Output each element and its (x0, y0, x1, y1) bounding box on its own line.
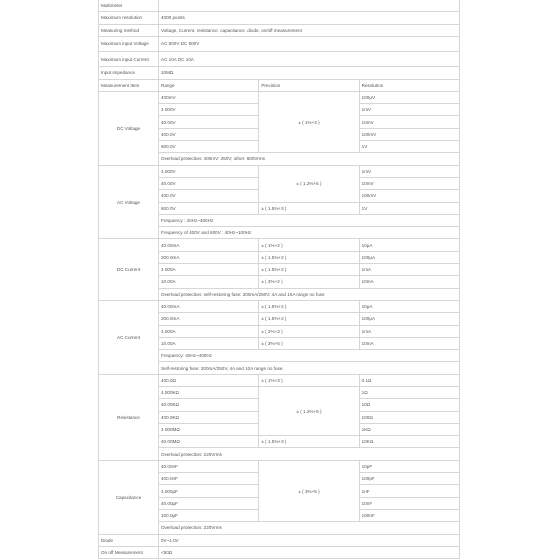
range-cell: 400.0Ω (159, 374, 259, 386)
precision-cell: ± ( 1.5%+2 ) (259, 300, 359, 312)
precision-cell: ± ( 1.5%+3 ) (259, 202, 359, 214)
spec-value (159, 0, 460, 12)
spec-label: Multimeter (99, 0, 159, 12)
spec-row (99, 12, 460, 24)
header-item: Measurement Item (99, 79, 159, 91)
note-cell: Overload protection: 220Vrms (159, 448, 460, 460)
range-cell: 4.000A (159, 264, 259, 276)
resolution-cell: 1mA (359, 264, 459, 276)
range-cell: 400.0V (159, 190, 259, 202)
header-row (99, 79, 460, 91)
measurement-item-label: Resistance (99, 374, 159, 460)
resolution-cell: 100Ω (359, 411, 459, 423)
measurement-row (99, 91, 460, 103)
range-cell: 40.00nF (159, 460, 259, 472)
spec-value: <50Ω (159, 546, 460, 558)
resolution-cell: 1mV (359, 104, 459, 116)
range-cell: 4.000A (159, 325, 259, 337)
precision-cell: ± ( 2%+3 ) (259, 325, 359, 337)
resolution-cell: 1V (359, 141, 459, 153)
resolution-cell: 10mV (359, 116, 459, 128)
note-cell: Self-restoring fuse: 200mA/250V, 4A and 10A range no fuse. (159, 362, 460, 374)
range-cell: 40.00V (159, 177, 259, 189)
resolution-cell: 10Ω (359, 399, 459, 411)
resolution-cell: 100μV (359, 91, 459, 103)
range-cell: 10.00A (159, 276, 259, 288)
spec-table (98, 0, 460, 559)
spec-label: On off Measurement (99, 546, 159, 558)
range-cell: 40.00MΩ (159, 436, 259, 448)
note-cell: Overload protection: 400mV: 250V; other: 600Vrms (159, 153, 460, 165)
precision-cell: ± ( 1.5%+3 ) (259, 436, 359, 448)
spec-row (99, 546, 460, 558)
resolution-cell: 1Ω (359, 386, 459, 398)
precision-cell: ± ( 1%+3 ) (259, 374, 359, 386)
resolution-cell: 100μA (359, 251, 459, 263)
precision-cell: ± ( 1.2%+5 ) (259, 165, 359, 202)
range-cell: 40.00mA (159, 300, 259, 312)
range-cell: 4.000V (159, 165, 259, 177)
resolution-cell: 10KΩ (359, 436, 459, 448)
measurement-row (99, 165, 460, 177)
spec-row (99, 67, 460, 79)
spec-value: Voltage, Current, resistance, capacitance, diode, on/off measurement (159, 24, 460, 36)
measurement-row (99, 300, 460, 312)
measurement-item-label: DC Voltage (99, 91, 159, 165)
range-cell: 400.0KΩ (159, 411, 259, 423)
precision-cell: ± ( 1%+2 ) (259, 239, 359, 251)
range-cell: 4.000μF (159, 485, 259, 497)
measurement-item-label: Capacitance (99, 460, 159, 534)
resolution-cell: 1KΩ (359, 423, 459, 435)
range-cell: 4.000V (159, 104, 259, 116)
note-cell: Frequency : 40Hz~400Hz (159, 214, 460, 226)
range-cell: 400mV (159, 91, 259, 103)
spec-value: 4000 points (159, 12, 460, 24)
resolution-cell: 100pF (359, 473, 459, 485)
spec-value: 10MΩ (159, 67, 460, 79)
range-cell: 10.00A (159, 337, 259, 349)
range-cell: 400.0V (159, 128, 259, 140)
spec-value: AC 10A DC 10A (159, 52, 460, 67)
range-cell: 40.00μF (159, 497, 259, 509)
resolution-cell: 10mV (359, 177, 459, 189)
resolution-cell: 10nF (359, 497, 459, 509)
resolution-cell: 1V (359, 202, 459, 214)
precision-cell: ± ( 1%+3 ) (259, 91, 359, 152)
spec-label: Measuring method (99, 24, 159, 36)
range-cell: 40.00V (159, 116, 259, 128)
spec-label: Maximum resolution (99, 12, 159, 24)
spec-row (99, 24, 460, 36)
range-cell: 200.0mA (159, 313, 259, 325)
spec-value: 0V~1.0V (159, 534, 460, 546)
note-cell: Overload protection: self-restoring fuse: 200mA/250V; 4A and 10A range no fuse (159, 288, 460, 300)
range-cell: 40.00mA (159, 239, 259, 251)
range-cell: 400.0nF (159, 473, 259, 485)
resolution-cell: 100μA (359, 313, 459, 325)
spec-value: AC 600V DC 600V (159, 36, 460, 51)
range-cell: 4.000MΩ (159, 423, 259, 435)
resolution-cell: 100nF (359, 509, 459, 521)
resolution-cell: 10mA (359, 337, 459, 349)
header-resolution: Resolution (359, 79, 459, 91)
range-cell: 600.0V (159, 202, 259, 214)
resolution-cell: 10pF (359, 460, 459, 472)
range-cell: 600.0V (159, 141, 259, 153)
resolution-cell: 10μA (359, 239, 459, 251)
resolution-cell: 10mA (359, 276, 459, 288)
resolution-cell: 10μA (359, 300, 459, 312)
precision-cell: ± ( 1.5%+2 ) (259, 251, 359, 263)
spec-row (99, 36, 460, 51)
resolution-cell: 1mA (359, 325, 459, 337)
resolution-cell: 1nF (359, 485, 459, 497)
range-cell: 40.00KΩ (159, 399, 259, 411)
spec-row (99, 0, 460, 12)
precision-cell: ± ( 3%+5 ) (259, 460, 359, 521)
spec-label: Maximum input Current (99, 52, 159, 67)
precision-cell: ± ( 1.5%+2 ) (259, 313, 359, 325)
measurement-row (99, 239, 460, 251)
precision-cell: ± ( 3%+5 ) (259, 337, 359, 349)
spec-row (99, 52, 460, 67)
spec-label: Diode (99, 534, 159, 546)
header-precision: Precision (259, 79, 359, 91)
range-cell: 100.0μF (159, 509, 259, 521)
range-cell: 200.0mA (159, 251, 259, 263)
spec-label: Input impedance (99, 67, 159, 79)
resolution-cell: 100mV (359, 190, 459, 202)
spec-label: Maximum input Voltage (99, 36, 159, 51)
range-cell: 4.000KΩ (159, 386, 259, 398)
resolution-cell: 0.1Ω (359, 374, 459, 386)
precision-cell: ± ( 3%+2 ) (259, 276, 359, 288)
note-cell: Overload protection: 220Vrms (159, 522, 460, 534)
precision-cell: ± ( 1.2%+5 ) (259, 386, 359, 435)
measurement-row (99, 374, 460, 386)
spec-row (99, 534, 460, 546)
resolution-cell: 1mV (359, 165, 459, 177)
measurement-row (99, 460, 460, 472)
measurement-item-label: AC Current (99, 300, 159, 374)
note-cell: Frequency of 400V and 600V : 40Hz~100Hz (159, 227, 460, 239)
measurement-item-label: DC Current (99, 239, 159, 300)
header-range: Range (159, 79, 259, 91)
resolution-cell: 100mV (359, 128, 459, 140)
precision-cell: ± ( 1.5%+2 ) (259, 264, 359, 276)
note-cell: Frequency: 40Hz~400Hz (159, 350, 460, 362)
measurement-item-label: AC Voltage (99, 165, 159, 239)
